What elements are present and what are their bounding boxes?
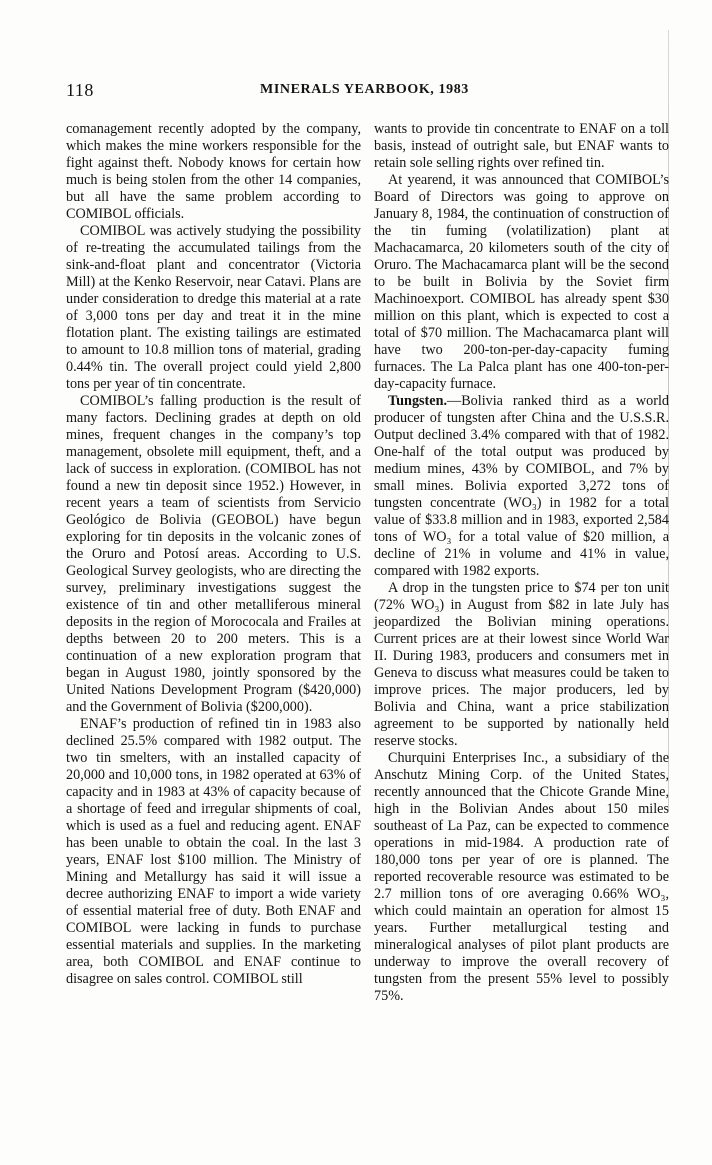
running-title: MINERALS YEARBOOK, 1983 [260, 82, 469, 97]
page-header [66, 80, 682, 104]
paragraph: At yearend, it was announced that COMIBOL’s Board of Directors was going to approve on January 8, 1984, the continuation of construction of the tin fuming (volatilization) plant at Machacamarca, 20 kilometers south of the city of Oruro. The Machacamarca plant will be the second to be built in Bolivia by the Soviet firm Machinoexport. COMIBOL has already spent $30 million on this plant, which is expected to cost a total of $70 million. The Machacamarca plant will have two 200-ton-per-day-capacity fuming furnaces. The La Palca plant has one 400-ton-per-day-capacity furnace. [374, 172, 669, 392]
section-heading-tungsten: Tungsten. [388, 393, 448, 409]
paragraph: COMIBOL was actively studying the possibility of re-treating the accumulated tailings from the sink-and-float plant and concentrator (Victoria Mill) at the Kenko Reservoir, near Catavi. Plans are under consideration to dredge this material at a rate of 3,000 tons per day and treat it in the mine flotation plant. The existing tailings are estimated to amount to 10.8 million tons of material, grading 0.44% tin. The overall project could yield 2,800 tons per year of tin concentrate. [66, 223, 361, 392]
right-column [374, 121, 669, 1005]
paragraph: COMIBOL’s falling production is the result of many factors. Declining grades at depth on old mines, frequent changes in the company’s top management, obsolete mill equipment, theft, and a lack of success in exploration. (COMIBOL has not found a new tin deposit since 1952.) However, in recent years a team of scientists from Servicio Geológico de Bolivia (GEOBOL) have begun exploring for tin deposits in the volcanic zones of the Oruro and Potosí areas. According to U.S. Geological Survey geologists, who are directing the survey, preliminary investigations suggest the existence of tin and other metalliferous mineral deposits in the region of Morococala and Frailes at depths between 20 to 200 meters. This is a continuation of a new exploration program that began in August 1980, jointly sponsored by the United Nations Development Program ($420,000) and the Government of Bolivia ($200,000). [66, 393, 361, 715]
paragraph-tungsten [374, 393, 669, 580]
paragraph: Churquini Enterprises Inc., a subsidiary of the Anschutz Mining Corp. of the United States, recently announced that the Chicote Grande Mine, high in the Bolivian Andes about 150 miles southeast of La Paz, can be expected to commence operations in mid-1984. A production rate of 180,000 tons per year of ore is planned. The reported recoverable resource was estimated to be 2.7 million tons of ore averaging 0.66% WO₃, which could maintain an operation for almost 15 years. Further metallurgical testing and mineralogical analyses of pilot plant products are underway to improve the overall recovery of tungsten from the present 55% level to possibly 75%. [374, 750, 669, 1004]
paragraph: wants to provide tin concentrate to ENAF on a toll basis, instead of outright sale, but ENAF wants to retain sole selling rights over refined tin. [374, 121, 669, 171]
paragraph-body: —Bolivia ranked third as a world producer of tungsten after China and the U.S.S.R. Output declined 3.4% compared with that of 1982. One-half of the total output was produced by medium mines, 43% by COMIBOL, and 7% by small mines. Bolivia exported 3,272 tons of tungsten concentrate (WO₃) in 1982 for a total value of $33.8 million and in 1983, exported 2,584 tons of WO₃ for a total value of $20 million, a decline of 21% in volume and 41% in value, compared with 1982 exports. [374, 393, 669, 579]
left-column [66, 121, 361, 988]
paragraph: A drop in the tungsten price to $74 per ton unit (72% WO₃) in August from $82 in late July has jeopardized the Bolivian mining operations. Current prices are at their lowest since World War II. During 1983, producers and consumers met in Geneva to discuss what measures could be taken to improve prices. The major producers, led by Bolivia and China, want a price stabilization agreement to be supported by nationally held reserve stocks. [374, 580, 669, 749]
paragraph: comanagement recently adopted by the company, which makes the mine workers responsible for the fight against theft. Nobody knows for certain how much is being stolen from the other 14 companies, but all have the same problem according to COMIBOL officials. [66, 121, 361, 222]
paragraph: ENAF’s production of refined tin in 1983 also declined 25.5% compared with 1982 output. The two tin smelters, with an installed capacity of 20,000 and 10,000 tons, in 1982 operated at 63% of capacity and in 1983 at 43% of capacity because of a shortage of feed and irregular shipments of coal, which is used as a fuel and reducing agent. ENAF has been unable to obtain the coal. In the last 3 years, ENAF lost $100 million. The Ministry of Mining and Metallurgy has said it will issue a decree authorizing ENAF to import a wide variety of essential material free of duty. Both ENAF and COMIBOL were lacking in funds to purchase essential materials and supplies. In the marketing area, both COMIBOL and ENAF continue to disagree on sales control. COMIBOL still [66, 716, 361, 987]
page-number: 118 [66, 80, 94, 100]
